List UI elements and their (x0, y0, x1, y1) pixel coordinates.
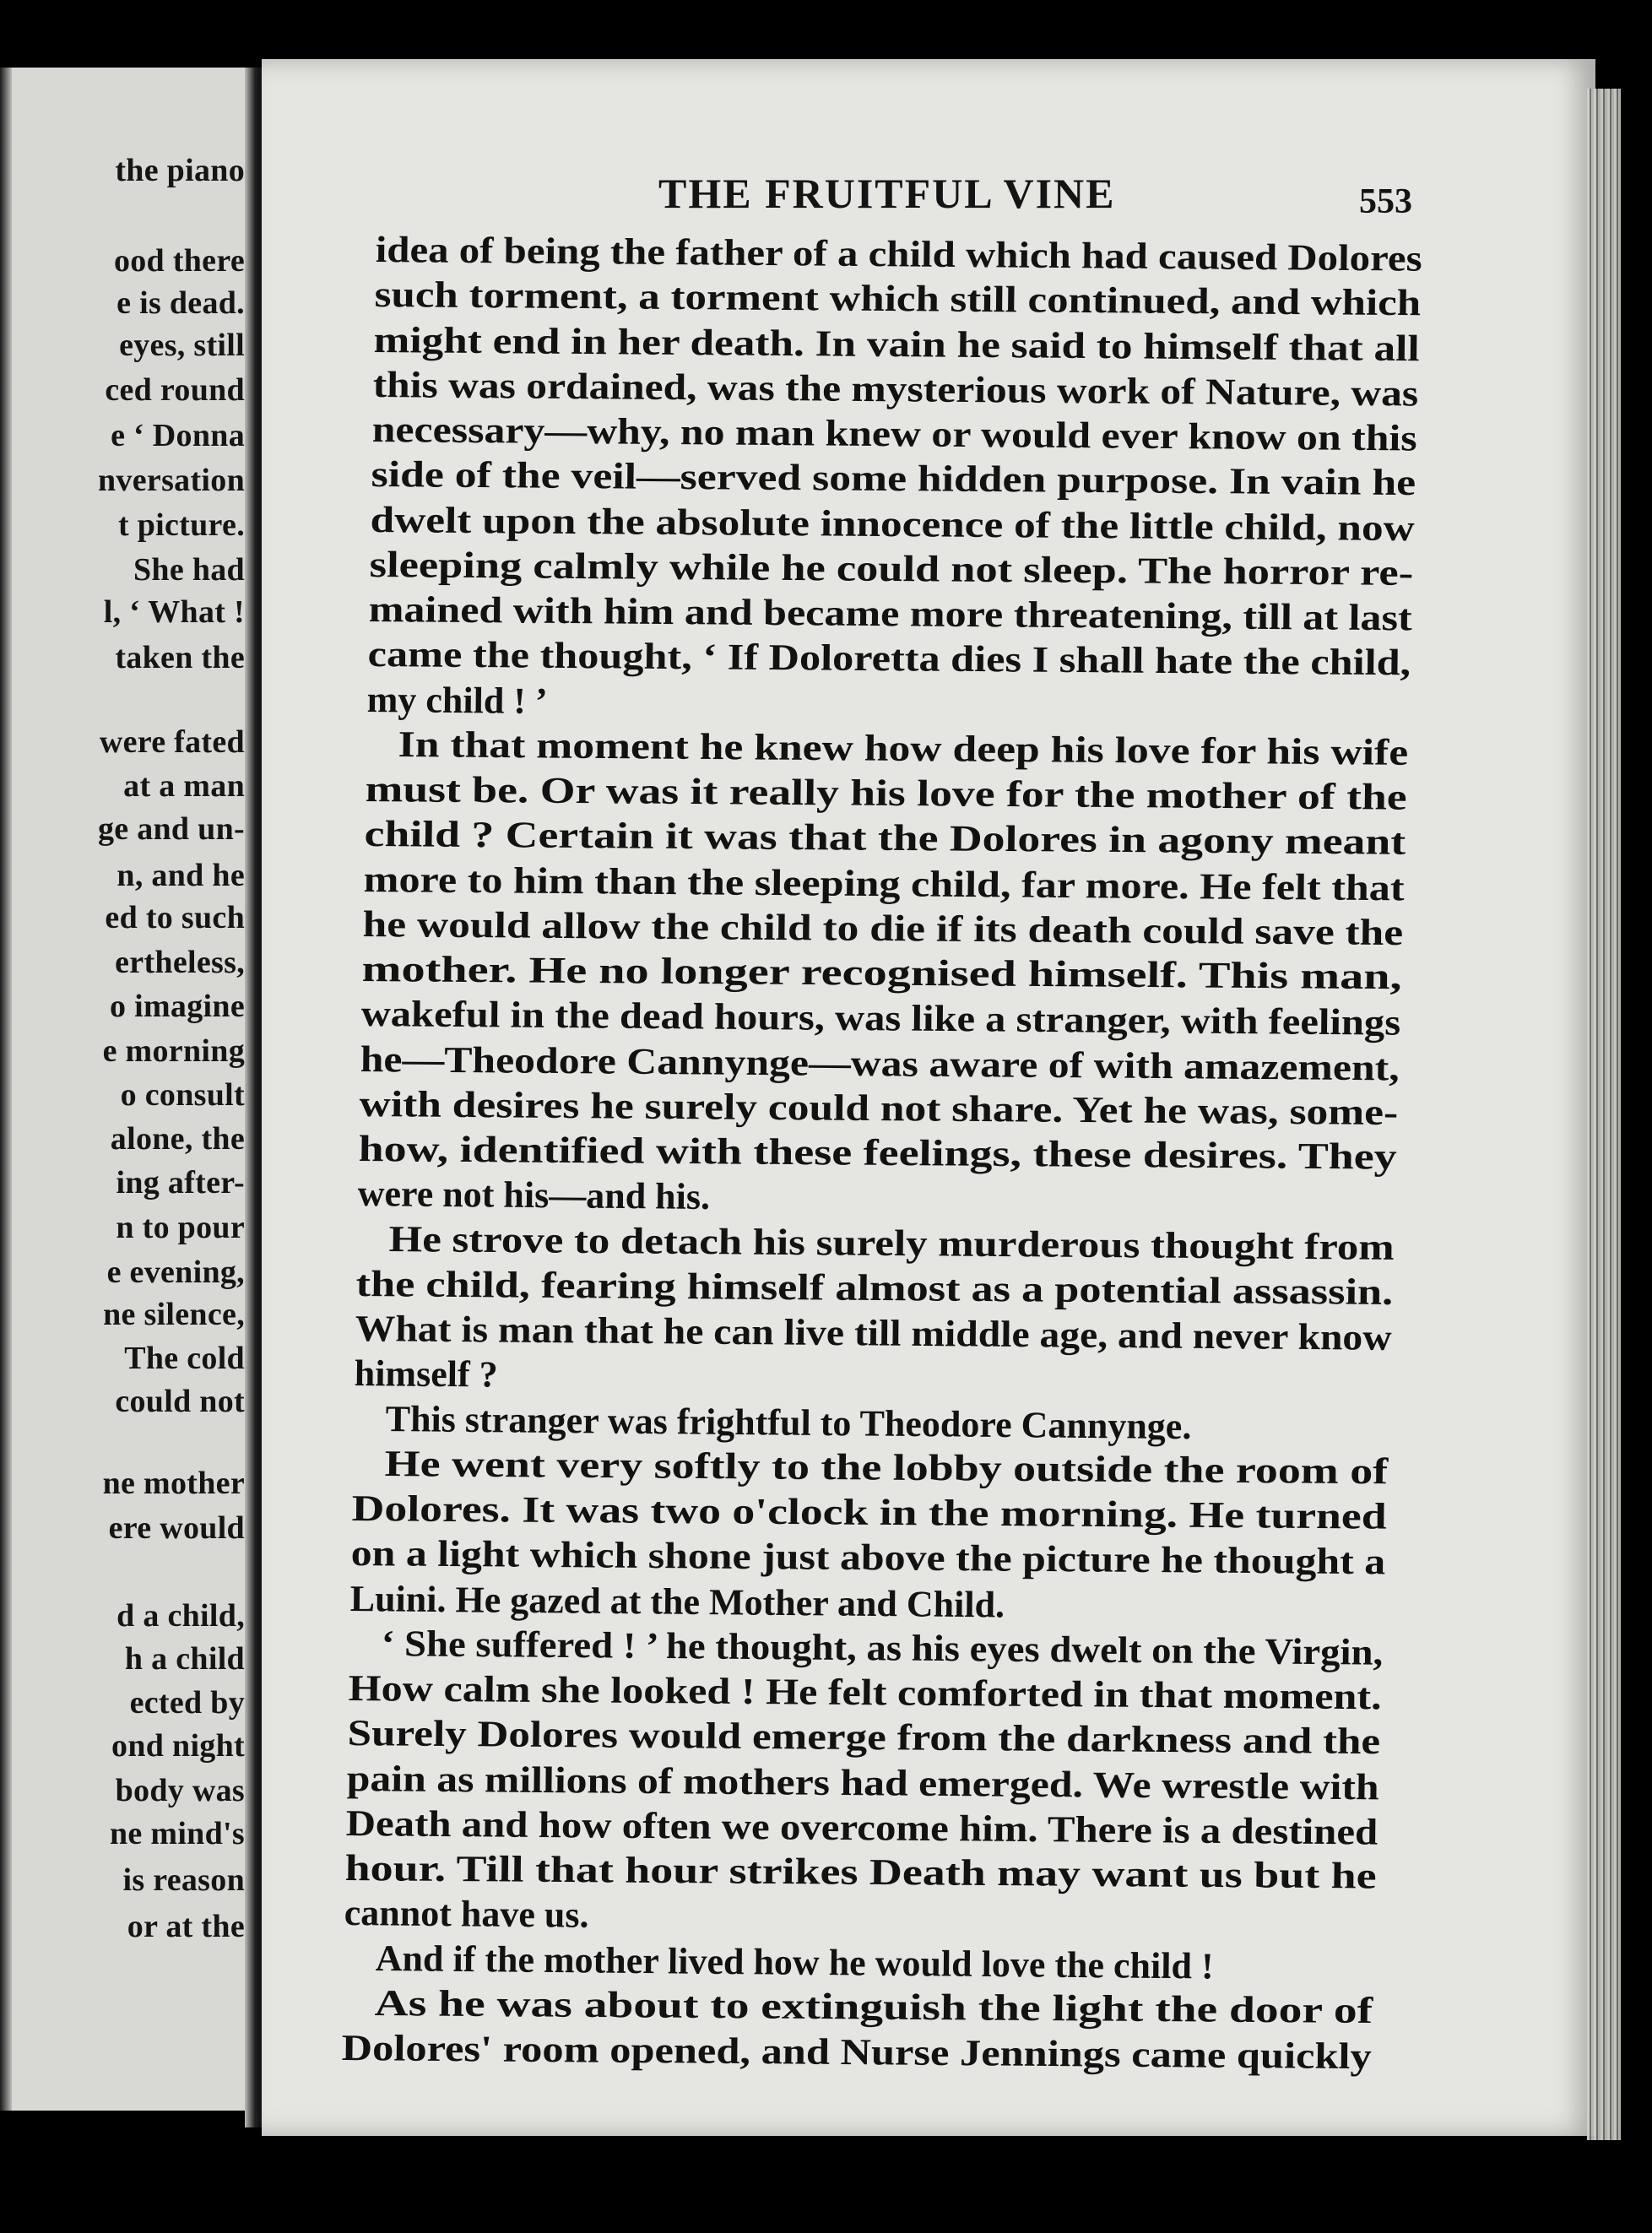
text-line: Surely Dolores would emerge from the darkness and the (347, 1712, 1381, 1763)
text-line: himself ? (354, 1352, 498, 1396)
text-line: mother. He no longer recognised himself. This man, (361, 948, 1402, 998)
left-page-line: n, and he (116, 858, 245, 893)
text-line: hour. Till that hour strikes Death may want us but he (344, 1847, 1377, 1897)
text-line: He strove to detach his surely murderous thought from (388, 1217, 1395, 1268)
left-page-line: ere would (108, 1510, 245, 1546)
text-line: the child, fearing himself almost as a potential assassin. (355, 1262, 1394, 1313)
left-page-line: o consult (120, 1077, 245, 1113)
text-line: pain as millions of mothers had emerged. We wrestle with (346, 1757, 1379, 1808)
text-line: more to him than the sleeping child, far more. He felt that (363, 858, 1405, 908)
text-line: ‘ She suffered ! ’ he thought, as his eyes dwelt on the Virgin, (381, 1622, 1384, 1673)
left-page-line: ing after- (116, 1165, 245, 1201)
left-page-line: d a child, (116, 1598, 245, 1634)
left-page-line: e evening, (106, 1255, 245, 1290)
left-page-line: e is dead. (116, 285, 245, 321)
text-line: Luini. He gazed at the Mother and Child. (349, 1577, 1005, 1625)
left-page-line: e ‘ Donna (111, 418, 245, 453)
left-page-line: She had (133, 552, 245, 588)
text-line: this was ordained, was the mysterious work of Nature, was (372, 363, 1419, 415)
text-line: were not his—and his. (357, 1173, 711, 1218)
left-page-line: e morning (102, 1033, 245, 1069)
page-number: 553 (1359, 182, 1412, 221)
text-line: such torment, a torment which still continued, and which (374, 274, 1422, 324)
text-line: As he was about to extinguish the light the door of (374, 1981, 1373, 2031)
text-line: Dolores' room opened, and Nurse Jennings came quickly (341, 2027, 1372, 2078)
text-line: idea of being the father of a child which had caused Dolores (375, 228, 1422, 279)
left-page-line: taken the (115, 640, 245, 675)
text-line: came the thought, ‘ If Doloretta dies I shall hate the child, (367, 633, 1411, 684)
left-page-line: or at the (127, 1909, 245, 1944)
left-page-line: could not (115, 1384, 245, 1419)
text-line: Dolores. It was two o'clock in the morning. He turned (351, 1488, 1387, 1537)
left-page-line: ond night (111, 1728, 245, 1764)
left-page-line: at a man (123, 768, 245, 804)
text-line: must be. Or was it really his love for the mother of the (365, 767, 1407, 818)
text-line: This stranger was frightful to Theodore Cannynge. (385, 1397, 1192, 1447)
left-page-line: h a child (124, 1641, 245, 1677)
left-page-line: t picture. (117, 507, 245, 543)
text-line: What is man that he can live till middle age, and never know (355, 1308, 1392, 1358)
left-page-line: o imagine (110, 989, 245, 1024)
left-page-line: ne mind's (109, 1816, 245, 1851)
left-page-line: ed to such (105, 900, 245, 935)
text-line: Death and how often we overcome him. There is a destined (345, 1802, 1378, 1853)
text-line: sleeping calmly while he could not sleep. The horror re- (369, 543, 1414, 593)
left-page-line: eyes, still (119, 328, 245, 363)
text-line: how, identified with these feelings, these desires. They (358, 1128, 1397, 1178)
left-page-line: ced round (105, 372, 245, 408)
running-head: THE FRUITFUL VINE (658, 170, 1116, 217)
text-line: on a light which shone just above the picture he thought a (350, 1532, 1386, 1583)
left-page-line: the piano (115, 153, 245, 188)
left-page-line: ge and un- (97, 811, 245, 847)
text-line: mained with him and became more threatening, till at last (368, 588, 1412, 639)
text-line: side of the veil—served some hidden purpose. In vain he (371, 453, 1416, 504)
left-page-line: body was (115, 1773, 245, 1808)
left-page-line: were fated (99, 724, 245, 760)
text-line: my child ! ’ (366, 678, 548, 722)
left-page-line: alone, the (110, 1121, 245, 1157)
text-line: cannot have us. (344, 1892, 589, 1937)
text-line: He went very softly to the lobby outside the room of (384, 1442, 1389, 1493)
text-line: In that moment he knew how deep his love for his wife (398, 723, 1409, 773)
left-page-line: l, ‘ What ! (103, 594, 245, 630)
left-page-line: ood there (113, 243, 245, 279)
text-line: he would allow the child to die if its death could save the (362, 902, 1404, 953)
left-page-line: n to pour (116, 1210, 245, 1245)
left-page-line: nversation (98, 463, 245, 498)
text-line: might end in her death. In vain he said to himself that all (373, 318, 1420, 369)
text-line: necessary—why, no man knew or would ever know on this (371, 408, 1417, 459)
left-page-line: The cold (124, 1341, 245, 1376)
text-line: dwelt upon the absolute innocence of the little child, now (370, 498, 1415, 549)
left-page-line: ne silence, (103, 1297, 245, 1332)
text-line: he—Theodore Cannynge—was aware of with amazement, (360, 1038, 1400, 1088)
text-line: with desires he surely could not share. Yet he was, some- (359, 1082, 1399, 1133)
text-line: And if the mother lived how he would love the child ! (375, 1937, 1214, 1987)
left-page-line: ertheless, (115, 945, 245, 980)
text-line: child ? Certain it was that the Dolores in agony meant (364, 813, 1406, 863)
text-line: How calm she looked ! He felt comforted in that moment. (348, 1667, 1382, 1718)
left-page-line: is reason (122, 1862, 245, 1898)
left-page-line: ected by (129, 1685, 245, 1721)
text-line: wakeful in the dead hours, was like a stranger, with feelings (360, 993, 1401, 1043)
left-page-line: ne mother (102, 1466, 245, 1501)
